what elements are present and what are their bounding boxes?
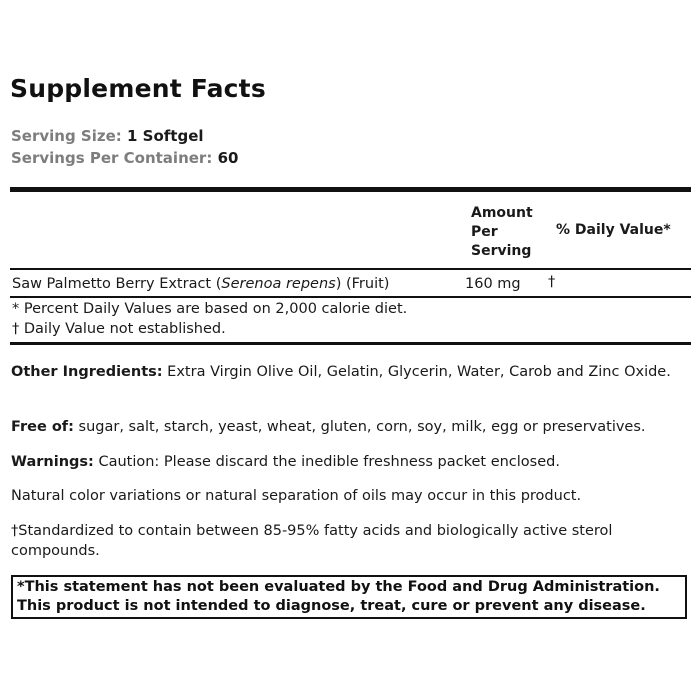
- amount-header-line: Amount: [471, 205, 533, 221]
- amount-header-line: Per: [471, 224, 498, 240]
- other-ingredients: [11, 362, 691, 382]
- ingredient-suffix: ) (Fruit): [335, 276, 390, 292]
- row-divider: [10, 296, 691, 298]
- fda-statement-line: This product is not intended to diagnose, treat, cure or prevent any disease.: [17, 598, 646, 614]
- amount-per-serving-header: [471, 204, 551, 261]
- fda-statement-line: *This statement has not been evaluated by the Food and Drug Administration.: [17, 579, 660, 595]
- ingredient-name-text: Saw Palmetto Berry Extract (: [12, 276, 222, 292]
- warnings-text: Caution: Please discard the inedible freshness packet enclosed.: [93, 454, 560, 470]
- servings-per-container: [11, 149, 238, 167]
- free-of: [11, 417, 691, 437]
- fda-disclaimer-box: [11, 575, 687, 619]
- daily-value-header: % Daily Value*: [556, 222, 671, 238]
- other-ingredients-label: Other Ingredients:: [11, 364, 163, 380]
- header-divider: [10, 268, 691, 270]
- thick-divider-top: [10, 187, 691, 192]
- serving-size-label: Serving Size:: [11, 127, 122, 145]
- footnote-percent-dv: * Percent Daily Values are based on 2,000 calorie diet.: [12, 301, 408, 317]
- servings-per-container-label: Servings Per Container:: [11, 149, 213, 167]
- ingredient-daily-value: †: [548, 274, 556, 290]
- warnings-label: Warnings:: [11, 454, 94, 470]
- warnings: [11, 452, 691, 472]
- servings-per-container-value: 60: [217, 149, 239, 167]
- free-of-text: sugar, salt, starch, yeast, wheat, gluten, corn, soy, milk, egg or preservatives.: [73, 419, 646, 435]
- ingredient-amount: 160 mg: [465, 276, 521, 292]
- standardized-note: †Standardized to contain between 85-95% fatty acids and biologically active sterol compounds.: [11, 523, 613, 559]
- amount-header-line: Serving: [471, 243, 532, 259]
- ingredient-name: [12, 276, 389, 292]
- ingredient-latin-name: Serenoa repens: [221, 276, 336, 292]
- thick-divider-bottom: [10, 342, 691, 345]
- serving-size-value: 1 Softgel: [127, 127, 204, 145]
- footnote-dv-not-established: † Daily Value not established.: [12, 321, 226, 337]
- supplement-facts-title: Supplement Facts: [10, 74, 266, 103]
- natural-variation-note: Natural color variations or natural separation of oils may occur in this product.: [11, 488, 582, 504]
- serving-size: [11, 127, 204, 145]
- other-ingredients-text: Extra Virgin Olive Oil, Gelatin, Glycerin, Water, Carob and Zinc Oxide.: [162, 364, 671, 380]
- free-of-label: Free of:: [11, 419, 74, 435]
